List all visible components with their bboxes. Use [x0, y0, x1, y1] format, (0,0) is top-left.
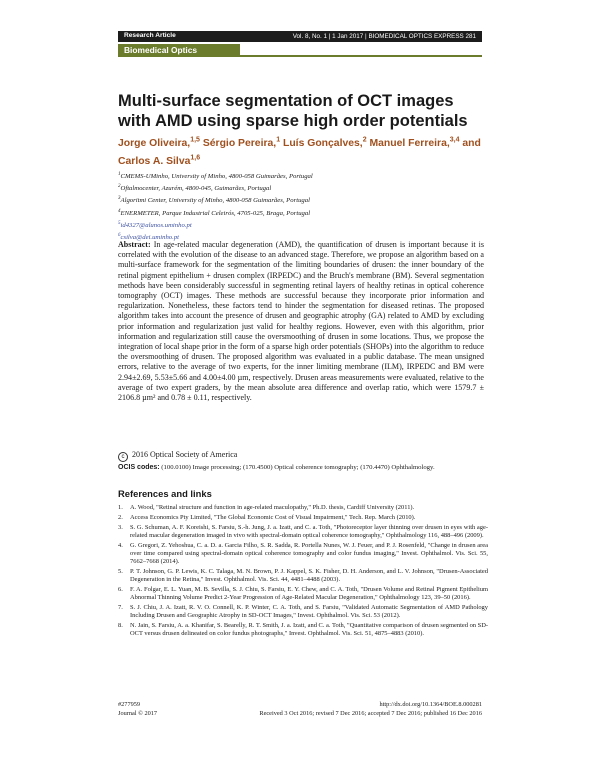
copyright-icon: c: [118, 452, 128, 462]
affiliation: $^3$Algoritmi Center, University of Minho, 4800-058 Guimarães, Portugal: [118, 196, 310, 205]
copyright-text: 2016 Optical Society of America: [132, 450, 238, 459]
journal-rule: [240, 55, 482, 57]
journal-banner: [118, 44, 482, 68]
reference-item: 2. Access Economics Pty Limited, "The Global Economic Cost of Visual Impairment," Tech. Rep. March (2010).: [118, 513, 416, 521]
abstract: [118, 240, 484, 403]
reference-item: 1. A. Wood, "Retinal structure and function in age-related maculopathy," Ph.D. thesis, Cardiff University (2011).: [118, 504, 415, 511]
reference-item: 3. S. G. Schuman, A. F. Koreishi, S. Farsiu, S.-h. Jung, J. a. Izatt, and C. a. Toth, "Photoreceptor layer thinning over drusen in eyes with age-related macular degeneration imaged in vivo with spectral-domain optical coherence tomography," Ophthalmology 116, 488–496 (2009).: [118, 523, 488, 539]
author-list: [118, 134, 490, 170]
affiliation: $^4$ENERMETER, Parque Industrial Celeirós, 4705-025, Braga, Portugal: [118, 208, 311, 217]
journal-name-express: EXPRESS: [124, 58, 172, 68]
paper-title: Multi-surface segmentation of OCT images with AMD using sparse high order potentials: [118, 92, 468, 130]
journal-name: [118, 44, 240, 68]
email-link[interactable]: $^6$csilva@dei.uminho.pt: [118, 233, 180, 242]
affiliations: [118, 170, 488, 243]
publication-dates: Received 3 Oct 2016; revised 7 Dec 2016; accepted 7 Dec 2016; published 16 Dec 2016: [259, 709, 482, 717]
abstract-text: In age-related macular degeneration (AMD), the quantification of drusen is important because it is correlated with the evolution of the disease to an advanced stage. Therefore, we propose an algorithm based on a multi-surface framework for the segmentation of the limiting boundaries of drusen: the inner boundary of the retinal pigment epithelium + drusen complex (IRPEDC) and the Bruch's membrane (BM). Several segmentation methods have been considerably successful in segmenting retinal layers of healthy retinas in optical coherence tomography (OCT) images. These methods are successful because they incorporate prior information and regularization. Nonetheless, these factors tend to hinder the segmentation for diseased retinas. The proposed algorithm takes into account the presence of drusen and geographic atrophy (GA) related to AMD by excluding prior information and regularization just valid for healthy regions. However, even with this algorithm, prior information and regularization still cause the oversmoothing of drusen in some locations. Thus, we propose the integration of local shape prior in the form of a sparse high order potentials (SHOPs) into the algorithm to reduce the oversmoothing of drusen. The proposed algorithm was evaluated in a public database. The mean unsigned errors, relative to the average of two experts, for the inner limiting membrane (ILM), IRPEDC and BM were 2.94±2.69, 5.53±5.66 and 4.00±4.00 µm, respectively. Drusen areas measurements were evaluated, relative to the average of two expert graders, by the mean absolute area difference and overlap ratio, which were 1579.7 ± 2106.8 µm² and 0.78 ± 0.11, respectively.: [118, 240, 485, 403]
footer-left: [118, 701, 157, 718]
reference-list: [118, 504, 488, 640]
doi-link[interactable]: http://dx.doi.org/10.1364/BOE.8.000281: [379, 701, 482, 708]
author: Jorge Oliveira,$^{1,5}$: [118, 137, 200, 150]
ocis-label: OCIS codes:: [118, 464, 160, 471]
reference-item: 4. G. Gregori, Z. Yehoshua, C. a. D. a. Garcia Filho, S. R. Sadda, R. Portella Nunes, W. J. Feuer, and P. J. Rosenfeld, "Change in drusen area over time compared using spectral-domain optical coherence tomography and color fundus imaging," Invest. Ophthalmol. Vis. Sci. 55, 7662–7668 (2014).: [118, 541, 488, 565]
author: Manuel Ferreira,$^{3,4}$: [369, 137, 460, 150]
footer-right: [259, 701, 482, 718]
affiliation: $^1$CMEMS-UMinho, University of Minho, 4800-058 Guimarães, Portugal: [118, 172, 313, 181]
reference-item: 8. N. Jain, S. Farsiu, A. a. Khanifar, S. Bearelly, R. T. Smith, J. a. Izatt, and C. a. Toth, "Quantitative comparison of drusen segmented on SD-OCT versus drusen delineated on color fundus photographs," Invest. Ophthalmol. Vis. Sci. 51, 4875–4883 (2010).: [118, 621, 488, 637]
author: Luís Gonçalves,$^2$: [282, 137, 367, 150]
journal-name-main: Biomedical Optics: [124, 45, 198, 55]
abstract-label: Abstract:: [118, 240, 151, 249]
copyright: [118, 450, 237, 462]
author: and Carlos A. Silva$^{1,6}$: [118, 138, 481, 168]
email-link[interactable]: $^5$id4327@alunos.uminho.pt: [118, 220, 192, 230]
reference-item: 5. P. T. Johnson, G. P. Lewis, K. C. Talaga, M. N. Brown, P. J. Kappel, S. K. Fisher, D. H. Anderson, and L. V. Johnson, "Drusen-Associated Degeneration in the Retina," Invest. Ophthalmol. Vis. Sci. 44, 4481–4488 (2003).: [118, 567, 488, 583]
affiliation: $^2$Oftalmocenter, Azurém, 4800-045, Guimarães, Portugal: [118, 184, 272, 193]
article-id: #277959: [118, 701, 141, 708]
article-type: Research Article: [124, 32, 176, 39]
header-bar: [118, 31, 482, 42]
author: Sérgio Pereira,$^1$: [202, 137, 281, 150]
volume-info: Vol. 8, No. 1 | 1 Jan 2017 | BIOMEDICAL OPTICS EXPRESS 281: [292, 32, 476, 40]
reference-item: 7. S. J. Chiu, J. A. Izatt, R. V. O. Connell, K. P. Winter, C. A. Toth, and S. Farsiu, "Validated Automatic Segmentation of AMD Pathology Including Drusen and Geographic Atrophy in SD-OCT Images," Invest. Ophthalmol. Vis. Sci. 53 (2012).: [118, 603, 488, 619]
reference-item: 6. F. A. Folgar, E. L. Yuan, M. B. Sevilla, S. J. Chiu, S. Farsiu, E. Y. Chew, and C. A. Toth, "Drusen Volume and Retinal Pigment Epithelium Abnormal Thinning Volume Predict 2-Year Progression of Age-Related Macular Degeneration," Ophthalmology 123, 39–50 (2016).: [118, 585, 488, 601]
ocis-codes: [118, 464, 488, 471]
ocis-text: (100.0100) Image processing; (170.4500) Optical coherence tomography; (170.4470) Ophthalmology.: [161, 464, 435, 471]
journal-copyright: Journal © 2017: [118, 709, 158, 717]
references-heading: References and links: [118, 488, 212, 499]
